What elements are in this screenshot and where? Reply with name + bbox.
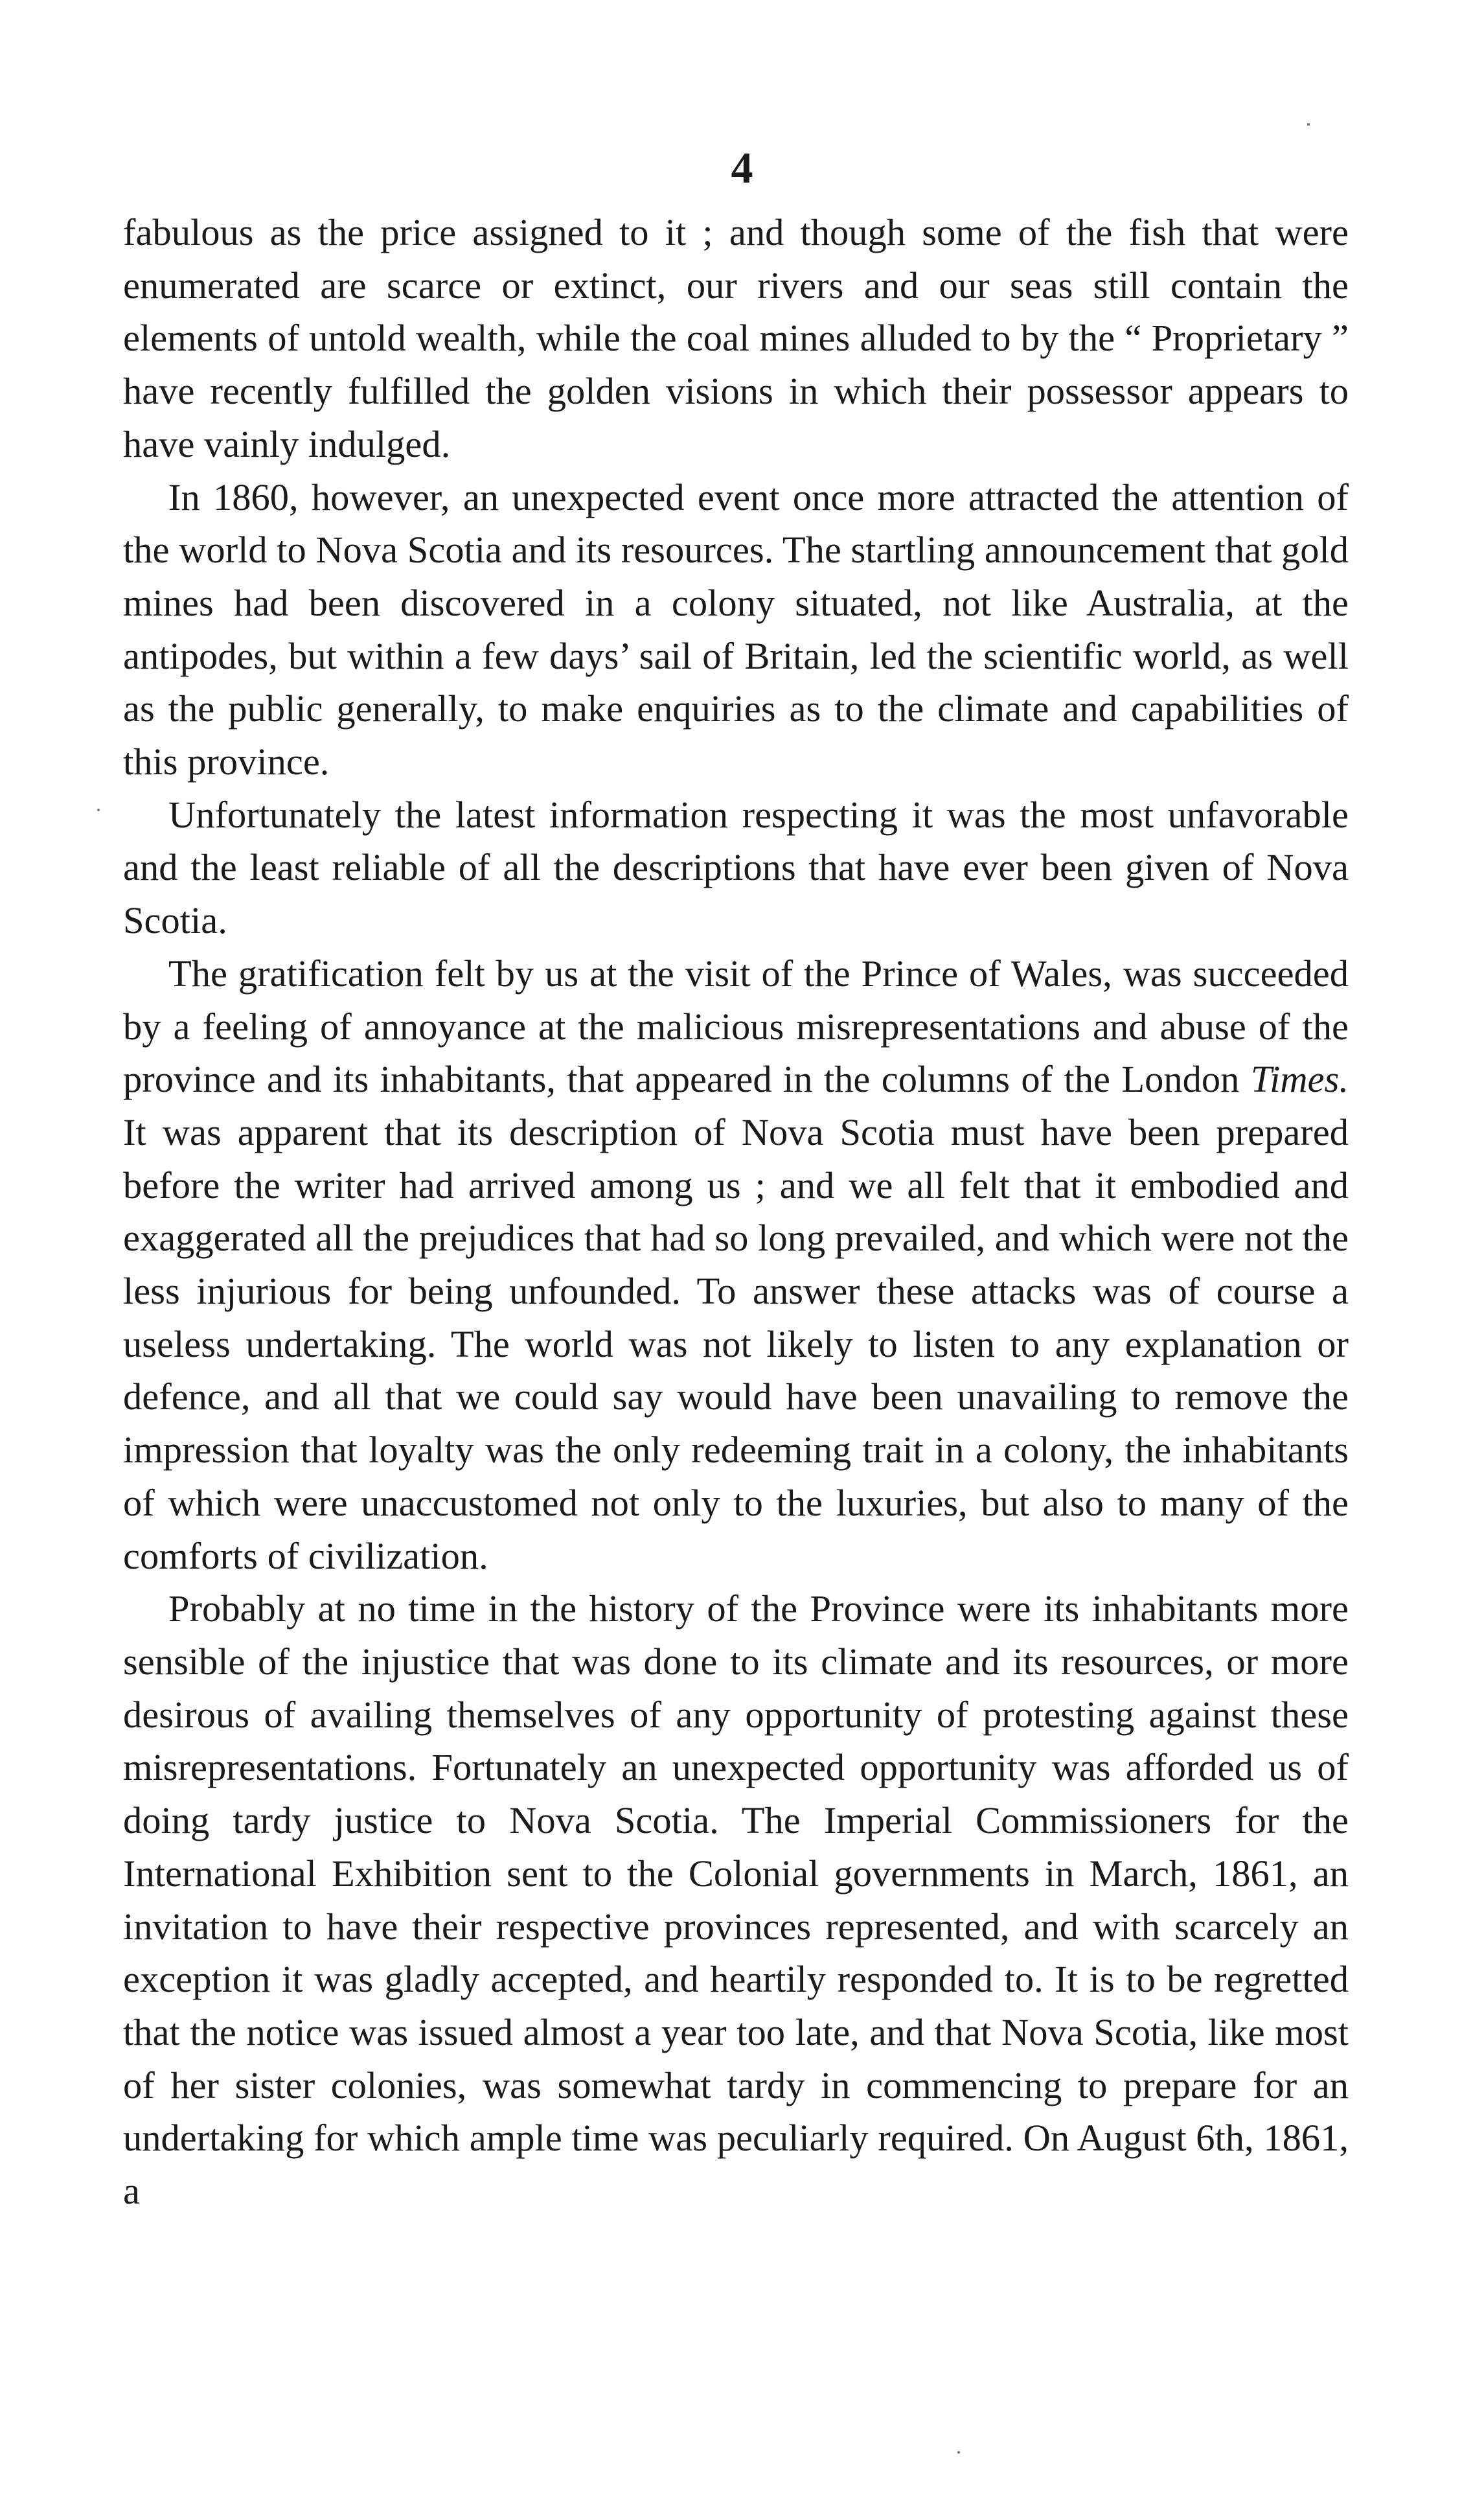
newspaper-title: Times. xyxy=(1250,1058,1349,1101)
paper-speck xyxy=(957,2451,960,2454)
paragraph-prince-of-wales-continued: It was apparent that its description of Nova Scotia must have been prepared before the writer had arrived among us ; and we all felt that it embodied and exaggerated all the prejudices that had so long prevailed, and which were not the less injurious for being unfounded. To answer these attacks was of course a useless undertaking. The world was not likely to listen to any explanation or defence, and all that we could say would have been unavailing to remove the impression that loyalty was the only redeeming trait in a colony, the inhabitants of which were unaccustomed not only to the luxuries, but also to many of the comforts of civilization. xyxy=(123,1111,1349,1577)
page-number: 4 xyxy=(731,143,753,192)
body-text xyxy=(123,206,1349,2218)
paragraph-exhibition: Probably at no time in the history of the Province were its inhabitants more sensible of the injustice that was done to its climate and its resources, or more desirous of availing themselves of any opportunity of protesting against these misrepresentations. Fortunately an unexpected opportunity was afforded us of doing tardy justice to Nova Scotia. The Imperial Commissioners for the International Exhibition sent to the Colonial governments in March, 1861, an invitation to have their respective provinces represented, and with scarcely an exception it was gladly accepted, and heartily responded to. It is to be regretted that the notice was issued almost a year too late, and that Nova Scotia, like most of her sister colonies, was somewhat tardy in commencing to prepare for an undertaking for which ample time was peculiarly required. On August 6th, 1861, a xyxy=(123,1587,1349,2213)
paragraph-gold-discovery: In 1860, however, an unexpected event once more attracted the attention of the world to Nova Scotia and its resources. The startling announcement that gold mines had been discovered in a colony situated, not like Australia, at the antipodes, but within a few days’ sail of Britain, led the scientific world, as well as the public generally, to make enquiries as to the climate and capabilities of this province. xyxy=(123,476,1349,783)
paragraph-latest-information: Unfortunately the latest information respecting it was the most unfavorable and the least reliable of all the descriptions that have ever been given of Nova Scotia. xyxy=(123,793,1349,942)
paragraph-prince-of-wales-text: The gratification felt by us at the visit of the Prince of Wales, was succeeded by a feeling of annoyance at the malicious misrepresentations and abuse of the province and its inhabitants, that appeared in the columns of the London xyxy=(123,952,1349,1101)
paragraph-prince-of-wales xyxy=(123,947,1349,1582)
paragraph-continuation: fabulous as the price assigned to it ; and though some of the fish that were enumerated are scarce or extinct, our rivers and our seas still contain the elements of untold wealth, while the coal mines alluded to by the “ Proprietary ” have recently fulfilled the golden visions in which their possessor appears to have vainly indulged. xyxy=(123,211,1349,465)
paper-speck xyxy=(97,809,100,811)
paper-speck xyxy=(1307,123,1310,126)
